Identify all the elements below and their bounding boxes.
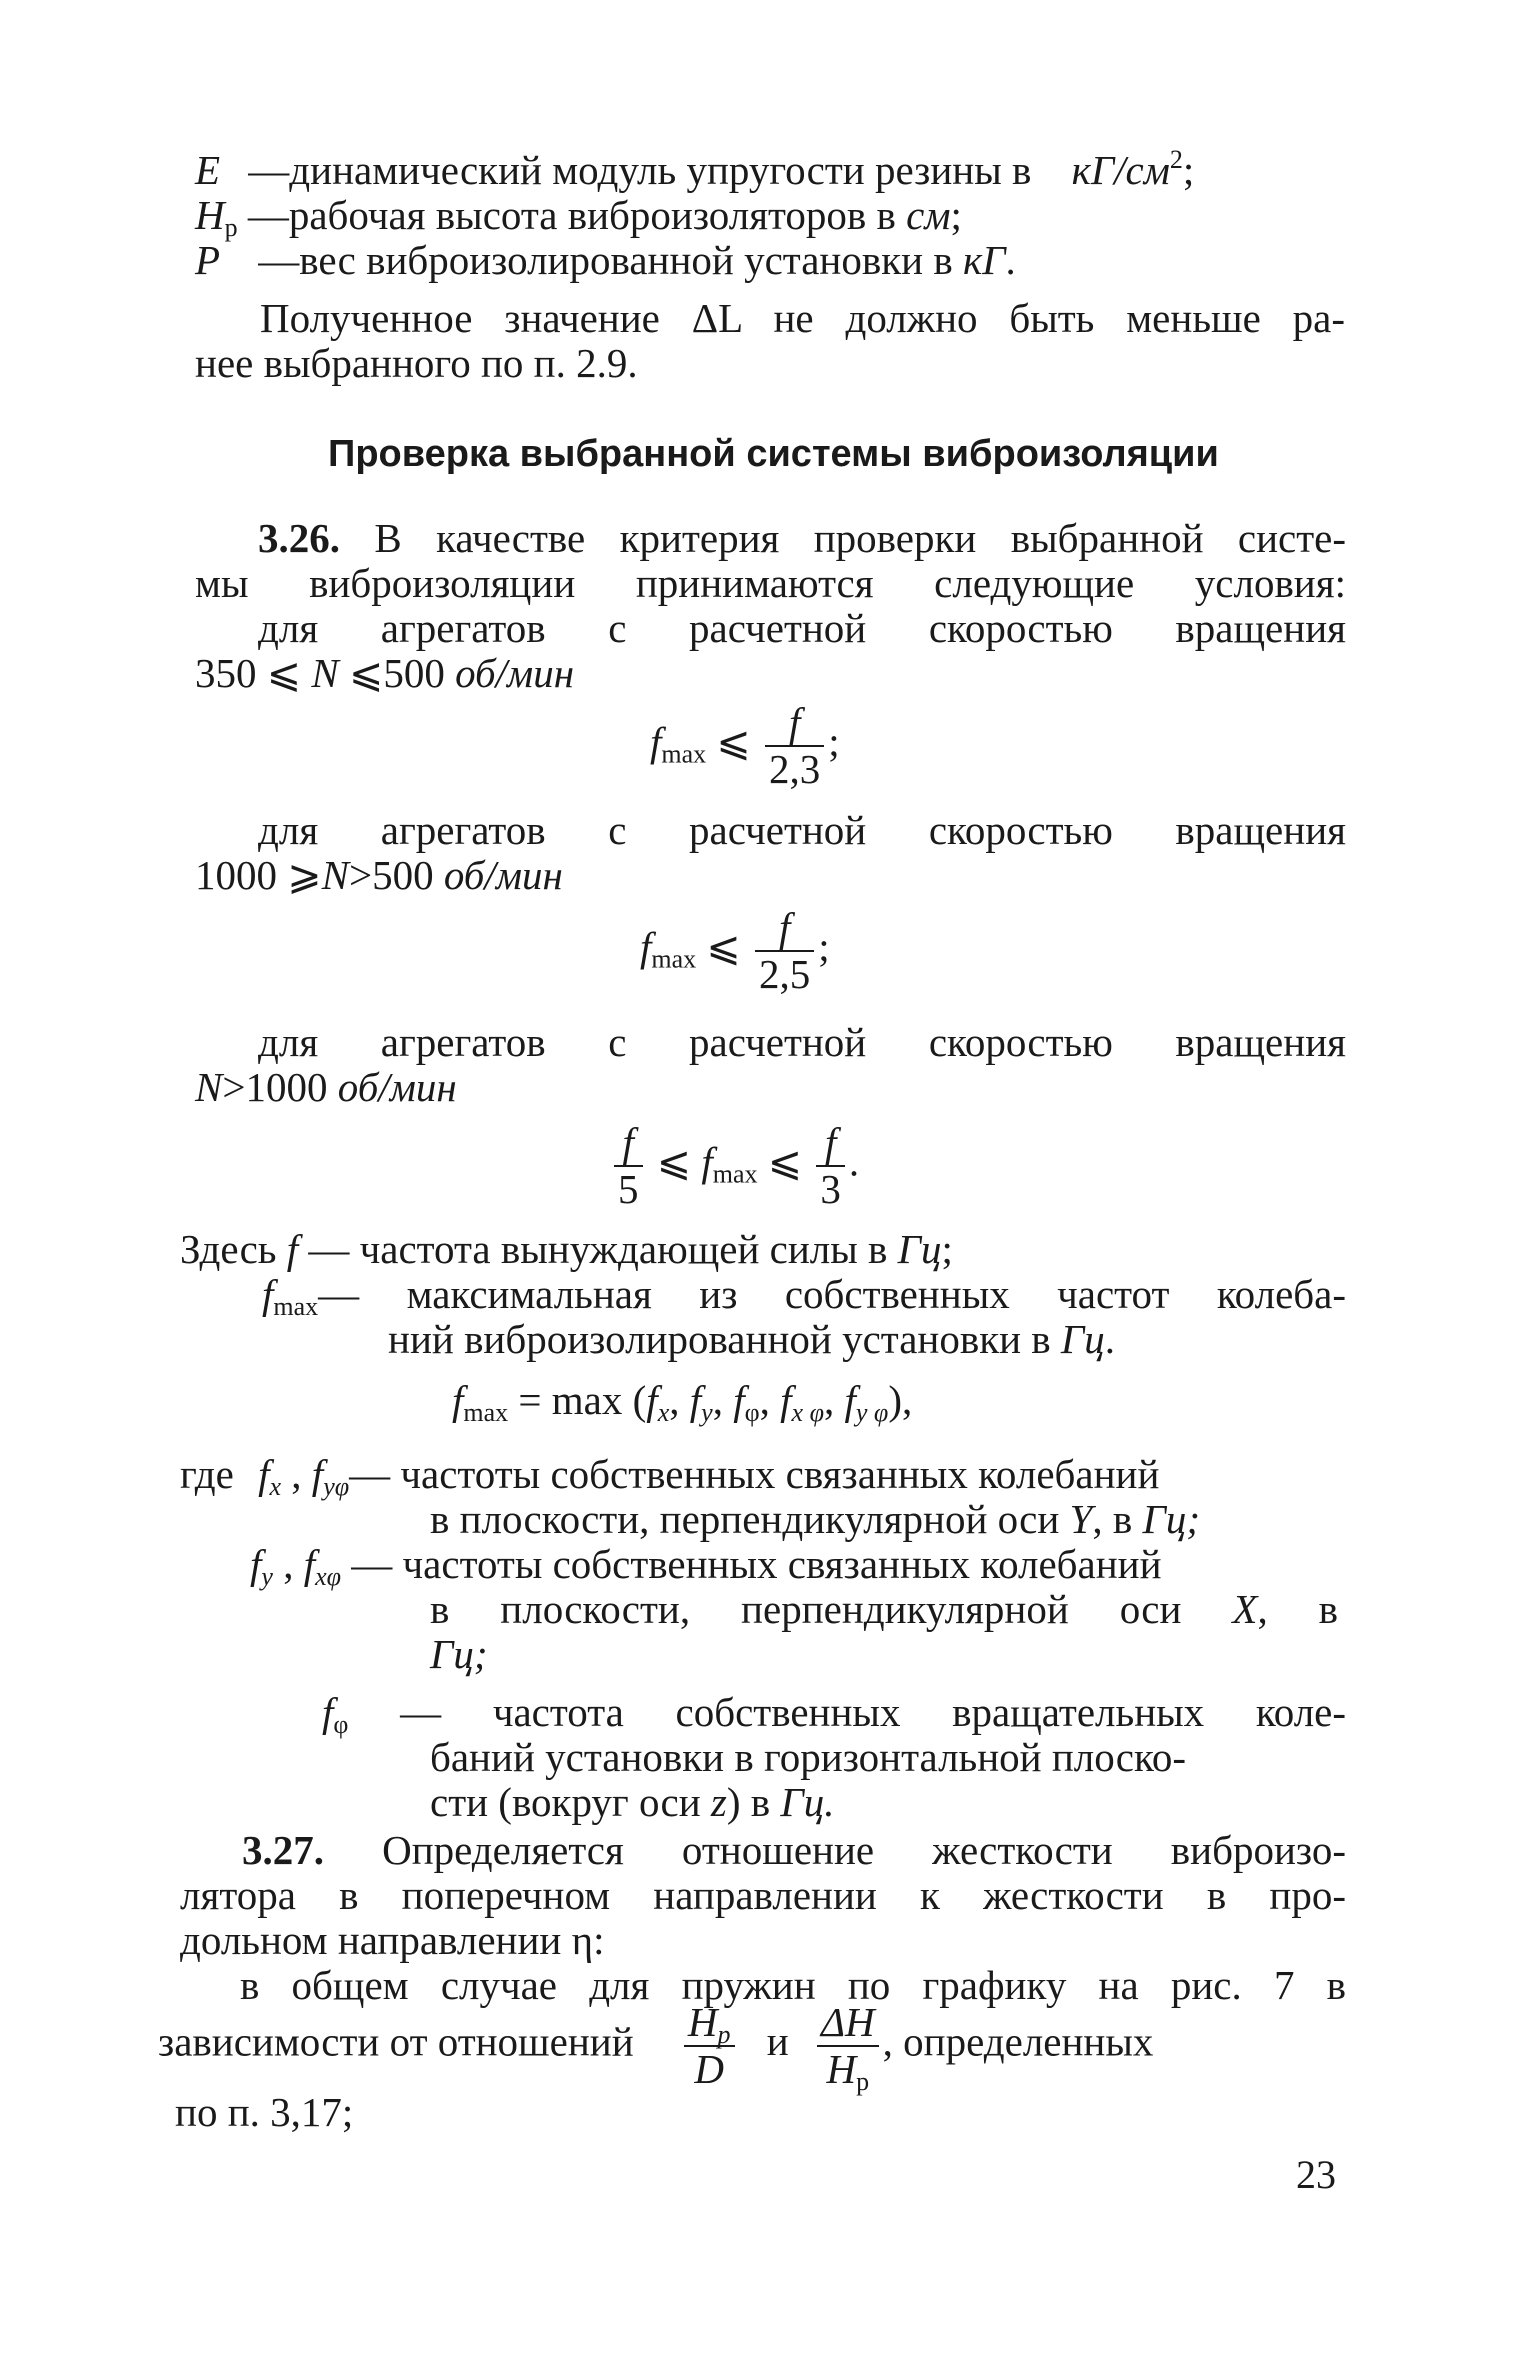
section-heading: Проверка выбранной системы виброизоляции — [328, 433, 1219, 475]
fmax-desc-line-2: ний виброизолированной установки в Гц. — [388, 1316, 1115, 1362]
fphi-line-2: баний установки в горизонтальной плоско- — [430, 1734, 1186, 1780]
def-P: P —вес виброизолированной установки в кГ. — [195, 237, 1016, 283]
fraction: $\frac{f}{2,5}$ — [755, 905, 814, 997]
case2-line-1: для агрегатов с расчетной скоростью вращения — [258, 807, 1346, 853]
formula-1: $f_{max}$ ⩽ $\frac{f}{2,3}$ ; — [650, 699, 840, 792]
result-line-2: нее выбранного по п. 2.9. — [195, 340, 638, 386]
fx-fyphi-line-2: в плоскости, перпендикулярной оси Y, в Гц; — [430, 1496, 1200, 1542]
fmax-desc-line-1: $f_{max}—$ максимальная из собственных частот колеба- — [262, 1271, 1346, 1321]
fmax-formula: $f_{max} = \max (f_x$, $f_y$, $f_\varphi$, $f_{x \varphi}$, $f_{y \varphi}$), — [452, 1377, 913, 1427]
fraction: $\frac{f}{2,3}$ — [765, 700, 824, 792]
fx-fyphi-line-1: где $f_x$ , $f_{y\varphi}—$ частоты собственных связанных колебаний — [180, 1451, 1160, 1501]
fraction: $\frac{H_р}{D}$ — [684, 2000, 735, 2092]
fy-fxphi-line-1: $f_y$ , $f_{x\varphi}$ — частоты собственных связанных колебаний — [250, 1541, 1162, 1591]
case2-line-2: 1000 ⩾N>500 об/мин — [195, 852, 563, 898]
fraction: $\frac{f}{5}$ — [614, 1120, 643, 1212]
case1-line-2: 350 ⩽ N ⩽500 об/мин — [195, 650, 575, 696]
case3-line-2: N>1000 об/мин — [195, 1064, 457, 1110]
page-number: 23 — [1296, 2152, 1336, 2197]
def-Hp: $H_р$ —рабочая высота виброизоляторов в см; — [195, 192, 962, 242]
def-E: E —динамический модуль упругости резины в $кГ/см^2$; — [195, 145, 1195, 193]
fy-fxphi-line-3: Гц; — [430, 1631, 488, 1677]
case3-line-1: для агрегатов с расчетной скоростью вращения — [258, 1019, 1346, 1065]
fphi-line-3: сти (вокруг оси z) в Гц. — [430, 1779, 835, 1825]
result-line-1: Полученное значение ΔL не должно быть меньше ра- — [260, 295, 1345, 341]
p327-line-5: зависимости от отношений $\frac{H_р}{D}$ и $\frac{\Delta H}{H_р}$ , определенных — [158, 1999, 1154, 2096]
fraction: $\frac{\Delta H}{H_р}$ — [817, 2000, 879, 2092]
p327-line-4: в общем случае для пружин по графику на рис. 7 в — [240, 1962, 1346, 2008]
p327-line-3: дольном направлении η: — [180, 1917, 605, 1963]
p327-line-6: по п. 3,17; — [175, 2089, 354, 2135]
fraction: $\frac{f}{3}$ — [816, 1120, 845, 1212]
here-f-line: Здесь f — частота вынуждающей силы в Гц; — [180, 1226, 953, 1272]
fy-fxphi-line-2: в плоскости, перпендикулярной оси X, в — [430, 1586, 1338, 1632]
formula-3: $\frac{f}{5}$ ⩽ $f_{max}$ ⩽ $\frac{f}{3}$ . — [610, 1120, 859, 1212]
p327-line-2: лятора в поперечном направлении к жесткости в про- — [180, 1872, 1346, 1918]
p326-line-1: 3.26. В качестве критерия проверки выбранной систе- — [258, 515, 1346, 561]
case1-line-1: для агрегатов с расчетной скоростью вращения — [258, 605, 1346, 651]
fphi-line-1: $f_\varphi$ — частота собственных вращательных коле- — [322, 1689, 1346, 1739]
p326-line-2: мы виброизоляции принимаются следующие условия: — [195, 560, 1346, 606]
p327-line-1: 3.27. Определяется отношение жесткости виброизо- — [242, 1827, 1347, 1873]
formula-2: $f_{max}$ ⩽ $\frac{f}{2,5}$ ; — [640, 904, 830, 997]
